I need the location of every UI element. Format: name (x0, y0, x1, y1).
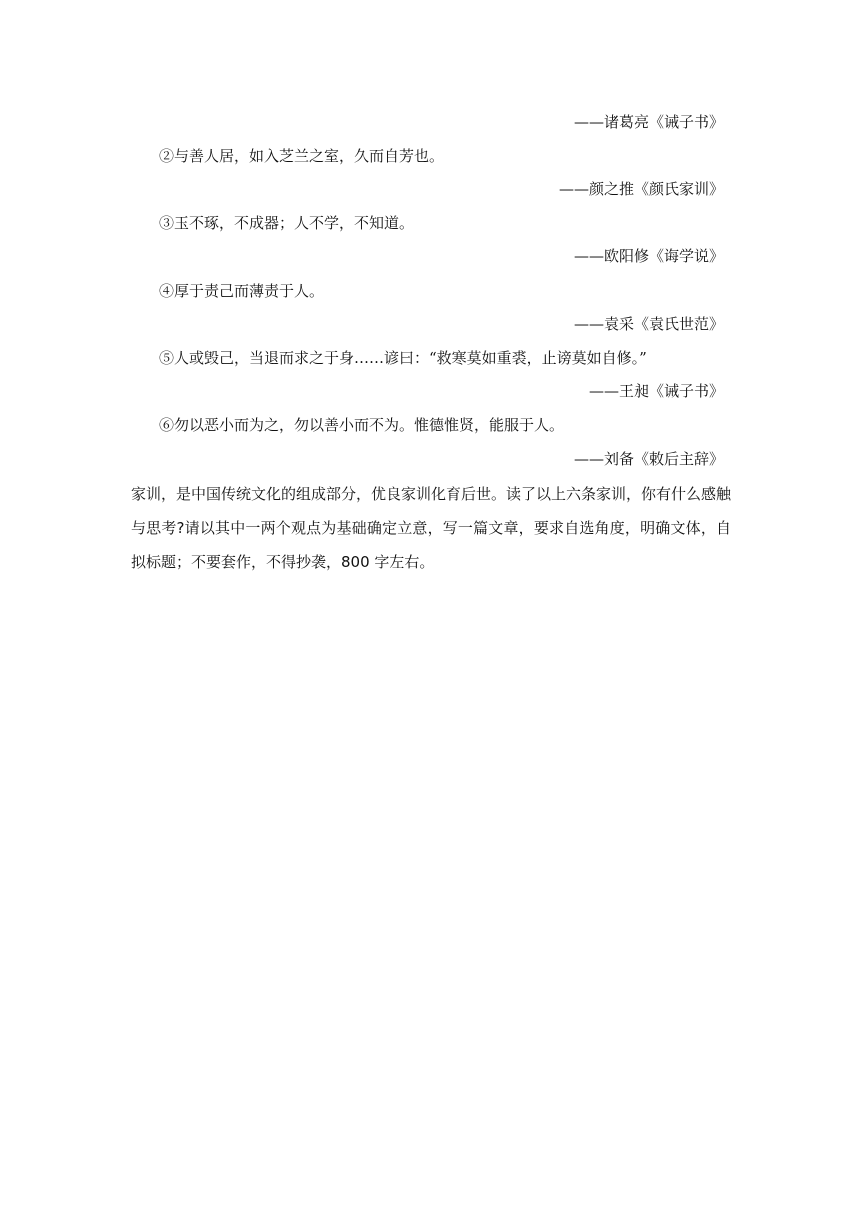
quote-4: ④厚于责己而薄责于人。 (159, 282, 325, 300)
attribution-liu-bei: ——刘备《敕后主辞》 (573, 450, 724, 468)
attribution-yan-zhitui: ——颜之推《颜氏家训》 (558, 180, 724, 198)
quote-5: ⑤人或毁己，当退而求之于身……谚曰：“救寒莫如重裘，止谤莫如自修。” (159, 349, 647, 367)
quote-6: ⑥勿以恶小而为之，勿以善小而不为。惟德惟贤，能服于人。 (159, 416, 565, 434)
quote-2: ②与善人居，如入芝兰之室，久而自芳也。 (159, 147, 445, 165)
writing-instruction: 家训，是中国传统文化的组成部分，优良家训化育后世。读了以上六条家训，你有什么感触与思考?请以其中一两个观点为基础确定立意，写一篇文章，要求自选角度，明确文体，自拟标题；不要套作，不得抄袭，800 字左右。 (131, 485, 732, 571)
quote-3: ③玉不琢，不成器；人不学，不知道。 (159, 214, 415, 232)
attribution-wang-chang: ——王昶《诫子书》 (588, 382, 724, 400)
attribution-yuan-cai: ——袁采《袁氏世范》 (573, 315, 724, 333)
attribution-zhuge-liang: ——诸葛亮《诫子书》 (573, 113, 724, 131)
attribution-ouyang-xiu: ——欧阳修《诲学说》 (573, 247, 724, 265)
